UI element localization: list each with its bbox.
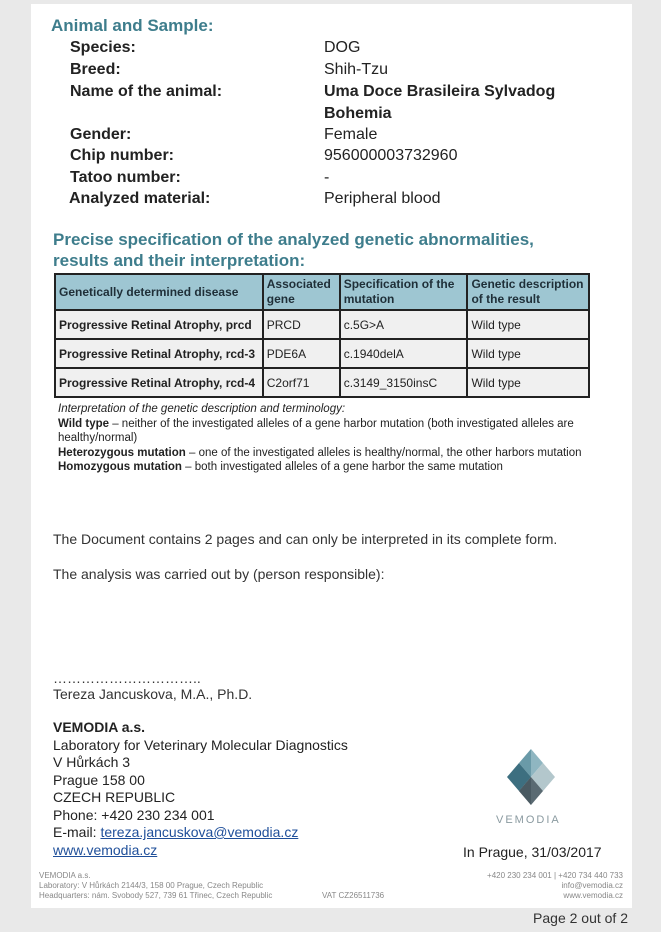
table-header-row [55, 274, 589, 310]
gene-cell: PRCD [263, 310, 340, 339]
terminology-block [58, 402, 598, 475]
disease-cell: Progressive Retinal Atrophy, rcd-4 [55, 368, 263, 397]
wild-type-text: – neither of the investigated alleles of a gene harbor mutation (both investigated alleles are healthy/normal) [58, 417, 574, 444]
email-link[interactable]: tereza.jancuskova@vemodia.cz [100, 824, 299, 840]
document-note: The Document contains 2 pages and can only be interpreted in its complete form. [53, 531, 558, 547]
footer-vat: VAT CZ26511736 [322, 891, 385, 900]
company-email-line [53, 824, 348, 842]
header-disease: Genetically determined disease [55, 274, 263, 310]
result-cell: Wild type [467, 310, 589, 339]
animal-name-value-line2: Bohemia [324, 105, 392, 122]
company-city: Prague 158 00 [53, 771, 145, 788]
page-number: Page 2 out of 2 [533, 910, 628, 926]
gender-label: Gender: [70, 126, 132, 143]
terminology-intro: Interpretation of the genetic description and terminology: [58, 403, 346, 415]
animal-name-label: Name of the animal: [70, 83, 223, 100]
company-block [53, 719, 348, 859]
website-link[interactable]: www.vemodia.cz [53, 841, 158, 858]
tatoo-label: Tatoo number: [70, 169, 181, 186]
material-label: Analyzed material: [69, 190, 211, 207]
results-table [54, 273, 590, 398]
homozygous-text: – both investigated alleles of a gene harbor the same mutation [181, 461, 503, 473]
mutation-cell: c.5G>A [340, 310, 468, 339]
email-label: E-mail: [53, 824, 101, 840]
company-lab: Laboratory for Veterinary Molecular Diagnostics [53, 736, 348, 753]
tatoo-value: - [324, 169, 330, 186]
animal-name-value-line1: Uma Doce Brasileira Sylvadog [324, 83, 556, 100]
homozygous-term: Homozygous mutation [58, 461, 182, 473]
signature-line: ………………………….. [53, 670, 201, 686]
footer-left [39, 871, 272, 901]
footer-company: VEMODIA a.s. [39, 871, 91, 880]
gender-value: Female [324, 126, 378, 143]
header-mutation: Specification of the mutation [340, 274, 468, 310]
breed-label: Breed: [70, 61, 121, 78]
chip-value: 956000003732960 [324, 147, 458, 164]
company-country: CZECH REPUBLIC [53, 789, 176, 805]
material-value: Peripheral blood [324, 190, 441, 207]
heterozygous-text: – one of the investigated alleles is healthy/normal, the other harbors mutation [185, 446, 582, 459]
breed-value: Shih-Tzu [324, 61, 389, 78]
wild-type-definition [58, 417, 598, 446]
disease-cell: Progressive Retinal Atrophy, prcd [55, 310, 263, 339]
footer-web: www.vemodia.cz [563, 891, 623, 900]
wild-type-term: Wild type [58, 417, 110, 430]
disease-cell: Progressive Retinal Atrophy, rcd-3 [55, 339, 263, 368]
spec-section-title-line2: results and their interpretation: [53, 251, 306, 270]
result-cell: Wild type [467, 368, 589, 397]
table-row [55, 310, 589, 339]
chip-label: Chip number: [70, 147, 174, 164]
gene-cell: C2orf71 [263, 368, 340, 397]
footer-headquarters: Headquarters: nám. Svobody 527, 739 61 Třinec, Czech Republic [39, 891, 273, 900]
mutation-cell: c.1940delA [340, 339, 468, 368]
vemodia-logo-icon [507, 749, 555, 805]
homozygous-definition [58, 460, 598, 475]
animal-section-title: Animal and Sample: [51, 16, 214, 35]
signer-name: Tereza Jancuskova, M.A., Ph.D. [53, 686, 253, 702]
mutation-cell: c.3149_3150insC [340, 368, 468, 397]
heterozygous-definition [58, 446, 598, 461]
species-label: Species: [70, 39, 136, 56]
header-result: Genetic description of the result [467, 274, 589, 310]
company-phone: Phone: +420 230 234 001 [53, 806, 215, 823]
result-cell: Wild type [467, 339, 589, 368]
company-name: VEMODIA a.s. [53, 719, 146, 735]
footer-laboratory: Laboratory: V Hůrkách 2144/3, 158 00 Prague, Czech Republic [39, 881, 264, 890]
analysis-note: The analysis was carried out by (person responsible): [53, 566, 385, 582]
spec-section-title-line1: Precise specification of the analyzed genetic abnormalities, [53, 230, 534, 249]
document-page [31, 4, 632, 908]
place-date: In Prague, 31/03/2017 [463, 844, 602, 860]
company-street: V Hůrkách 3 [53, 754, 131, 770]
footer-email: info@vemodia.cz [561, 881, 623, 890]
heterozygous-term: Heterozygous mutation [58, 446, 186, 459]
logo-text: VEMODIA [496, 814, 561, 826]
table-row [55, 368, 589, 397]
table-row [55, 339, 589, 368]
species-value: DOG [324, 39, 361, 56]
footer-phones: +420 230 234 001 | +420 734 440 733 [487, 871, 623, 880]
footer-right [487, 871, 623, 901]
gene-cell: PDE6A [263, 339, 340, 368]
header-gene: Associated gene [263, 274, 340, 310]
